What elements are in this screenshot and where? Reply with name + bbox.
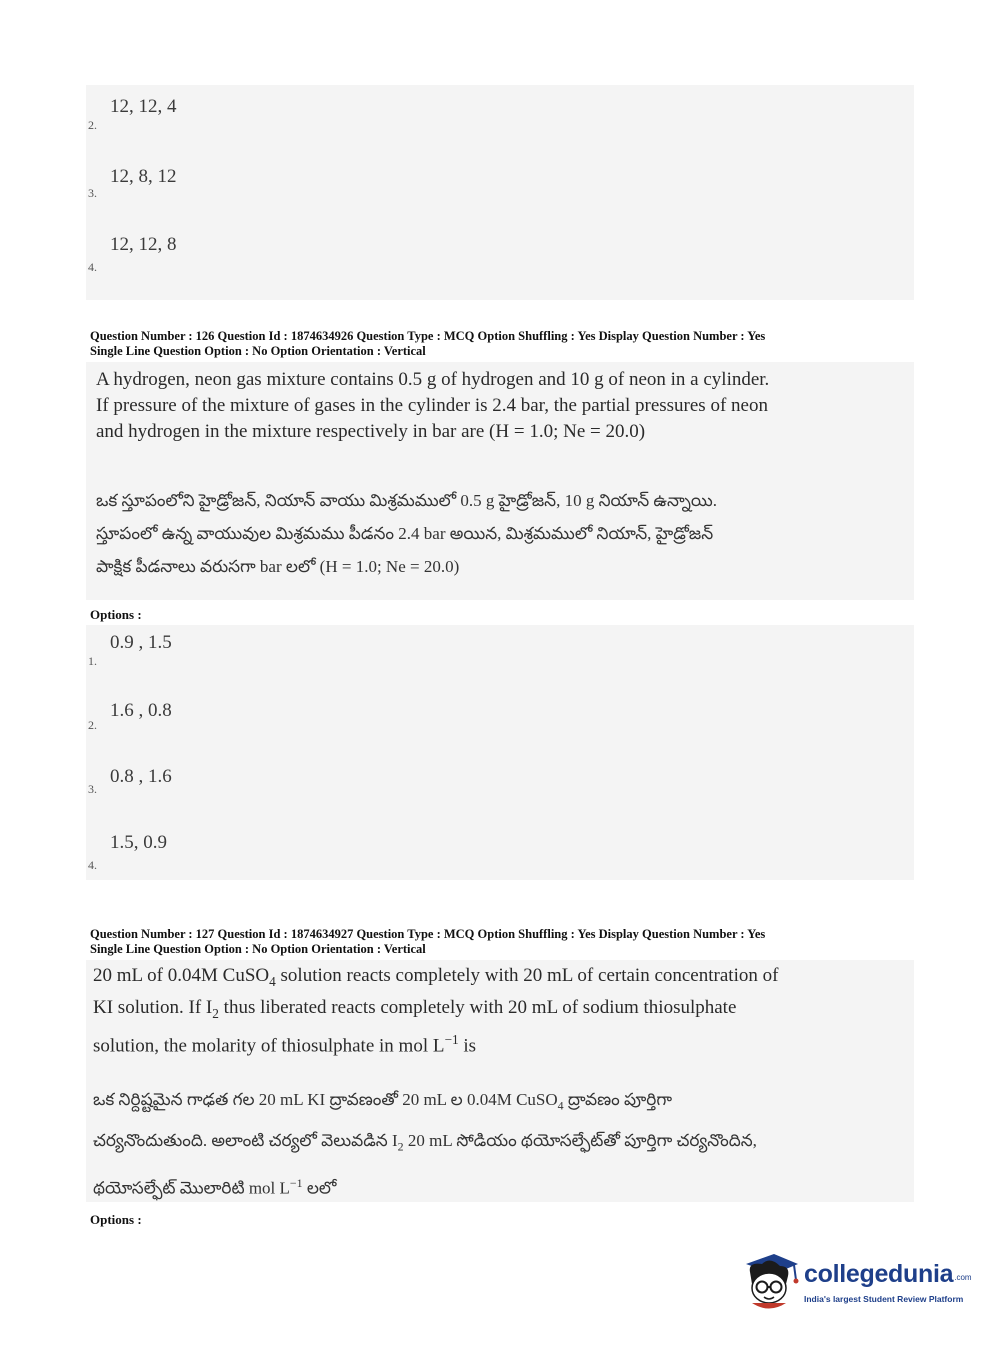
mascot-icon: [740, 1250, 802, 1310]
q126-telugu-line-1: ఒక స్తూపంలోని హైడ్రోజన్, నియాన్ వాయు మిశ్రమములో 0.5 g హైడ్రోజన్, 10 g నియాన్ ఉన్నాయి.: [96, 491, 717, 510]
q126-english-line-1: A hydrogen, neon gas mixture contains 0.5 g of hydrogen and 10 g of neon in a cylinder.: [96, 369, 770, 390]
q127-telugu-line-3: థయోసల్ఫేట్ మొలారిటి mol $L^{-1}$ లలో: [93, 1175, 337, 1198]
logo-name: collegedunia: [804, 1260, 954, 1288]
option-text: 1.5, 0.9: [110, 832, 167, 853]
option-number: 3.: [88, 782, 97, 796]
logo-tagline: India's largest Student Review Platform: [804, 1294, 964, 1304]
option-text: 1.6 , 0.8: [110, 700, 172, 721]
q126-telugu-line-2: స్తూపంలో ఉన్న వాయువుల మిశ్రమము పీడనం 2.4 bar అయిన, మిశ్రమములో నియాన్, హైడ్రోజన్: [96, 524, 714, 543]
option-text: 0.8 , 1.6: [110, 766, 172, 787]
q126-english-text: [96, 367, 896, 445]
q127-meta-line1: Question Number : 127 Question Id : 1874634927 Question Type : MCQ Option Shuffling : Yes Display Question Number : Yes: [90, 927, 766, 941]
q127-english-text: [93, 963, 903, 1059]
q126-option-4[interactable]: [88, 832, 388, 872]
q127-meta-line2: Single Line Question Option : No Option Orientation : Vertical: [90, 942, 426, 956]
q126-meta-line1: Question Number : 126 Question Id : 1874634926 Question Type : MCQ Option Shuffling : Yes Display Question Number : Yes: [90, 329, 766, 343]
q126-option-2[interactable]: [88, 700, 388, 740]
q127-options-label: Options :: [90, 1212, 142, 1227]
q126-option-1[interactable]: [88, 632, 388, 672]
q126-telugu-text: [96, 484, 896, 583]
option-number: 2.: [88, 718, 97, 732]
q126-telugu-line-3: పాక్షిక పీడనాలు వరుసగా bar లలో (H = 1.0; Ne = 20.0): [96, 557, 460, 576]
q127-telugu-text: [93, 1082, 903, 1206]
q126-meta-line2: Single Line Question Option : No Option Orientation : Vertical: [90, 344, 426, 358]
q127-english-line-2: KI solution. If $I_2$ thus liberated reacts completely with 20 mL of sodium thiosulphate: [93, 996, 737, 1021]
option-text: 12, 12, 4: [110, 96, 177, 117]
option-text: 0.9 , 1.5: [110, 632, 172, 653]
q126-options-label: Options :: [90, 607, 142, 622]
logo-wordmark: [804, 1260, 972, 1289]
option-number: 4.: [88, 858, 97, 872]
collegedunia-logo[interactable]: [740, 1248, 972, 1314]
option-text: 12, 8, 12: [110, 166, 177, 187]
q126-english-line-2: If pressure of the mixture of gases in the cylinder is 2.4 bar, the partial pressures of neon: [96, 395, 768, 416]
option-text: 12, 12, 8: [110, 234, 177, 255]
logo-suffix: .com: [954, 1273, 972, 1283]
q127-telugu-line-2: చర్యనొందుతుంది. అలాంటి చర్యలో వెలువడిన $I_2$ 20 mL సోడియం థయోసల్ఫేట్‌తో పూర్తిగా చర్యనొందిన,: [93, 1131, 757, 1154]
option-number: 1.: [88, 654, 97, 668]
q126-english-line-3: and hydrogen in the mixture respectively in bar are (H = 1.0; Ne = 20.0): [96, 421, 646, 442]
q127-english-line-3: solution, the molarity of thiosulphate in mol $L^{-1}$ is: [93, 1031, 477, 1056]
q127-telugu-line-1: ఒక నిర్దిష్టమైన గాఢత గల 20 mL KI ద్రావణంతో 20 mL ల 0.04M CuSO$_4$ ద్రావణం పూర్తిగా: [93, 1090, 673, 1113]
q126-option-3[interactable]: [88, 766, 388, 806]
option-number: 2.: [88, 118, 97, 132]
option-number: 3.: [88, 186, 97, 200]
q127-english-line-1: 20 mL of 0.04M CuSO$_4$ solution reacts completely with 20 mL of certain concentration of: [93, 965, 779, 989]
option-number: 4.: [88, 260, 97, 274]
q125-options-panel: [86, 85, 914, 300]
